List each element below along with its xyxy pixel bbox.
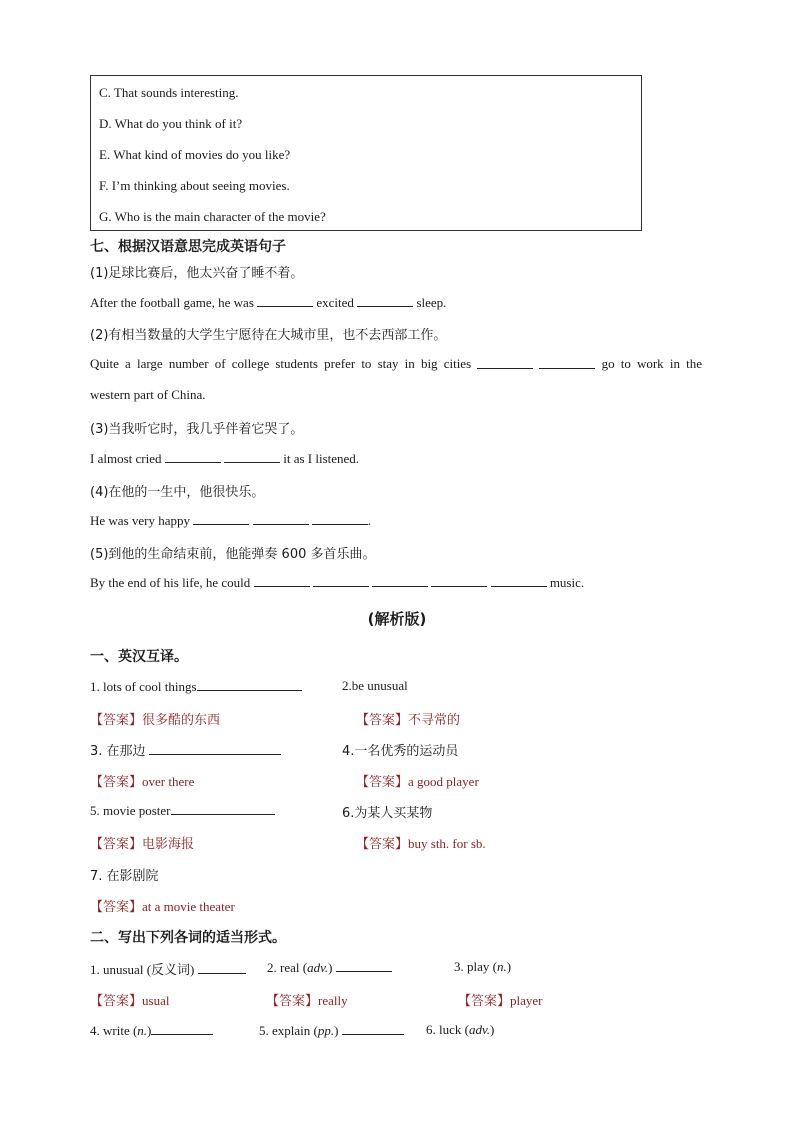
q5-chinese: (5)到他的生命结束前，他能弹奏 600 多首乐曲。	[90, 547, 376, 562]
s2-q6: 6. luck (adv.)	[426, 1022, 495, 1037]
option-e: E. What kind of movies do you like?	[99, 147, 291, 162]
q2-chinese: (2)有相当数量的大学生宁愿待在大城市里，也不去西部工作。	[90, 328, 447, 343]
section7-heading: 七、根据汉语意思完成英语句子	[90, 239, 286, 255]
q3-english: I almost cried it as I listened.	[90, 451, 360, 466]
q1-chinese: (1)足球比赛后，他太兴奋了睡不着。	[90, 266, 304, 281]
blank[interactable]	[193, 512, 249, 525]
blank[interactable]	[253, 512, 309, 525]
s2-q2: 2. real (adv.)	[267, 959, 392, 976]
s1-q5: 5. movie poster	[90, 802, 275, 819]
s2-a3: 【答案】player	[458, 993, 543, 1009]
blank[interactable]	[224, 450, 280, 463]
s2-q4: 4. write (n.)	[90, 1022, 213, 1039]
blank[interactable]	[491, 574, 547, 587]
option-d: D. What do you think of it?	[99, 116, 243, 131]
q5-english: By the end of his life, he could music.	[90, 575, 585, 590]
s1-a2: 【答案】不寻常的	[356, 713, 461, 728]
blank[interactable]	[539, 356, 595, 369]
q2-english-line2: western part of China.	[90, 387, 206, 402]
q1-english: After the football game, he was excited sleep.	[90, 295, 447, 310]
option-f: F. I’m thinking about seeing movies.	[99, 178, 290, 193]
blank[interactable]	[165, 450, 221, 463]
blank[interactable]	[197, 678, 302, 691]
s1-q6: 6.为某人买某物	[342, 806, 433, 821]
section1-heading: 一、英汉互译。	[90, 649, 188, 665]
q4-english: He was very happy .	[90, 513, 371, 528]
s1-a3: 【答案】over there	[90, 774, 195, 790]
blank[interactable]	[313, 574, 369, 587]
blank[interactable]	[149, 742, 281, 755]
s1-a7: 【答案】at a movie theater	[90, 899, 235, 915]
s2-a1: 【答案】usual	[90, 993, 170, 1009]
blank[interactable]	[257, 294, 313, 307]
blank[interactable]	[342, 1022, 404, 1035]
blank[interactable]	[336, 959, 392, 972]
s1-q7: 7. 在影剧院	[90, 869, 159, 884]
s1-q4: 4.一名优秀的运动员	[342, 744, 459, 759]
s2-a2: 【答案】really	[266, 993, 348, 1009]
blank[interactable]	[171, 802, 275, 815]
q2-english-line1: Quite a large number of college students prefer to stay in big cities go to work in the	[90, 356, 702, 371]
option-g: G. Who is the main character of the movie?	[99, 209, 326, 224]
q4-chinese: (4)在他的一生中，他很快乐。	[90, 485, 265, 500]
s1-q2: 2.be unusual	[342, 678, 408, 693]
analysis-title: (解析版)	[367, 610, 427, 628]
s1-a4: 【答案】a good player	[356, 774, 479, 790]
s1-q3: 3. 在那边	[90, 740, 281, 759]
section2-heading: 二、写出下列各词的适当形式。	[90, 930, 286, 946]
blank[interactable]	[357, 294, 413, 307]
s2-q1: 1. unusual (反义词)	[90, 959, 246, 978]
blank[interactable]	[372, 574, 428, 587]
blank[interactable]	[198, 961, 246, 974]
q3-chinese: (3)当我听它时，我几乎伴着它哭了。	[90, 422, 304, 437]
blank[interactable]	[477, 356, 533, 369]
blank[interactable]	[312, 512, 368, 525]
blank[interactable]	[151, 1022, 213, 1035]
blank[interactable]	[431, 574, 487, 587]
s1-a5: 【答案】电影海报	[90, 837, 195, 852]
s2-q5: 5. explain (pp.)	[259, 1022, 404, 1039]
s1-a1: 【答案】很多酷的东西	[90, 713, 221, 728]
options-box	[90, 75, 642, 231]
s1-a6: 【答案】buy sth. for sb.	[356, 836, 486, 852]
s1-q1: 1. lots of cool things	[90, 678, 302, 695]
option-c: C. That sounds interesting.	[99, 85, 239, 100]
s2-q3: 3. play (n.)	[454, 959, 512, 974]
blank[interactable]	[254, 574, 310, 587]
